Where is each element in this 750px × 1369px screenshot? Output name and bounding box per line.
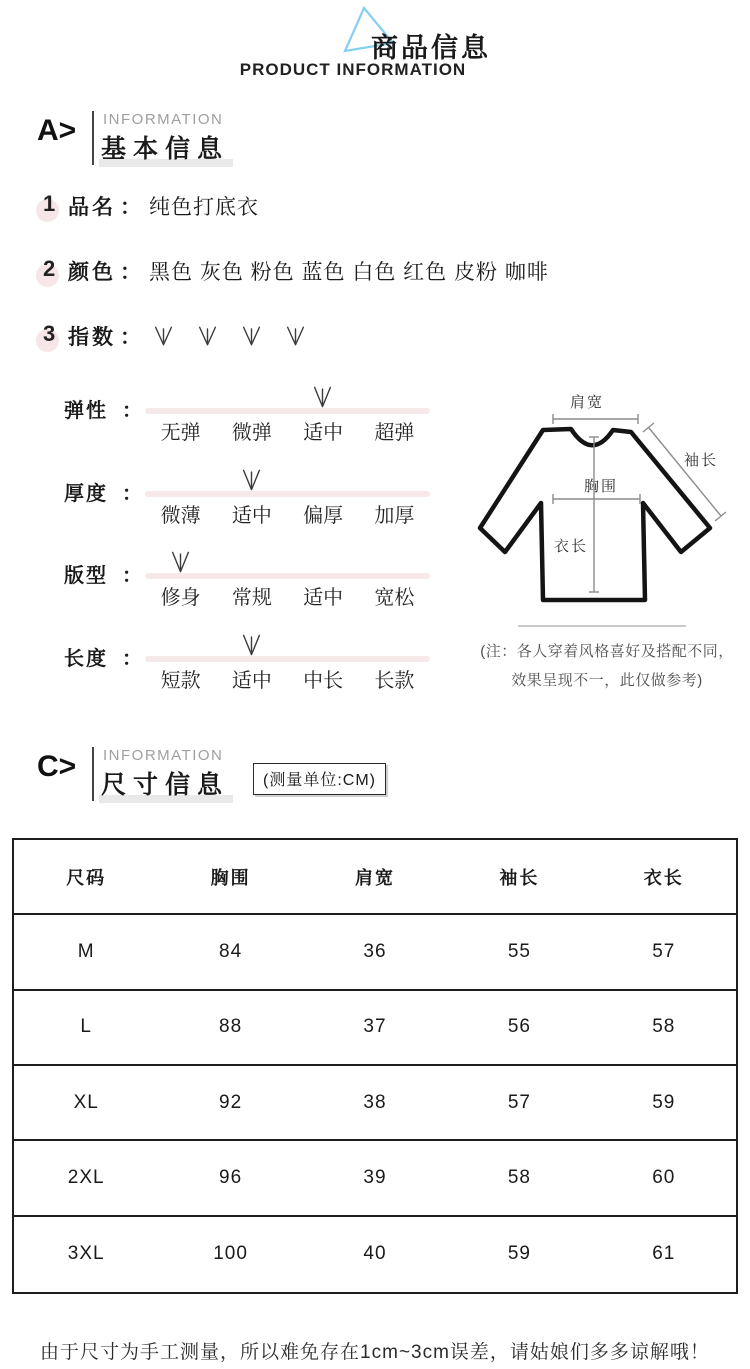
- diagram-label-bust: 胸围: [584, 478, 619, 495]
- meter-option: 常规: [231, 587, 272, 609]
- section-c-marker: C>: [37, 750, 77, 783]
- size-table-cell: 58: [592, 991, 736, 1066]
- field-number: 1: [43, 191, 56, 216]
- field-colon: ：: [120, 326, 141, 349]
- meter-option: 短款: [160, 670, 201, 692]
- field-row-product-name: [36, 191, 259, 221]
- selected-marker-arrow-icon: [312, 382, 333, 412]
- size-table-cell: 100: [213, 1243, 248, 1265]
- section-c-divider: [92, 747, 94, 801]
- size-table-header: 衣长: [592, 840, 736, 915]
- meter-row-length: [0, 642, 470, 706]
- field-row-index: [36, 321, 306, 351]
- size-table-cell: 56: [447, 991, 591, 1066]
- size-table-cell: 57: [592, 915, 736, 990]
- size-table-header: 袖长: [447, 840, 591, 915]
- size-table-cell: 96: [158, 1141, 302, 1216]
- size-table-cell: 92: [158, 1066, 302, 1141]
- meter-option: 长款: [374, 670, 415, 692]
- field-number-badge: [36, 256, 64, 286]
- size-table-cell: L: [14, 991, 158, 1066]
- page-title: 商品信息: [371, 33, 491, 63]
- meter-option: 微弹: [231, 422, 272, 444]
- field-label: 颜色: [68, 261, 116, 284]
- selected-marker-arrow-icon: [170, 547, 191, 577]
- section-a-eyebrow: INFORMATION: [103, 111, 224, 128]
- size-table-header: 胸围: [158, 840, 302, 915]
- size-table-cell: 38: [303, 1066, 447, 1141]
- size-table-cell: 61: [652, 1243, 676, 1265]
- diagram-note: (注：各人穿着风格喜好及搭配不同，效果呈现不一，此仅做参考): [480, 643, 734, 690]
- field-label: 指数: [68, 326, 116, 349]
- field-colon: ：: [120, 196, 141, 219]
- selected-marker-arrow-icon: [241, 630, 262, 660]
- field-value: 黑色 灰色 粉色 蓝色 白色 红色 皮粉 咖啡: [149, 261, 549, 284]
- footer-note: 由于尺寸为手工测量，所以难免存在1cm~3cm误差，请姑娘们多多谅解哦！: [40, 1342, 710, 1363]
- meter-row-thickness: [0, 477, 470, 541]
- size-table-cell: XL: [14, 1066, 158, 1141]
- meter-track: [145, 656, 430, 662]
- field-value: 纯色打底衣: [149, 196, 259, 219]
- meter-label: 长度: [64, 648, 108, 670]
- size-table-header: 尺码: [14, 840, 158, 915]
- meter-colon: ：: [122, 565, 142, 587]
- section-a-marker: A>: [37, 114, 77, 147]
- size-table-cell: 60: [592, 1141, 736, 1216]
- shoulder-measure-line: [553, 414, 638, 424]
- meter-option: 适中: [231, 670, 272, 692]
- meter-label: 厚度: [64, 483, 108, 505]
- meter-options: [145, 499, 430, 528]
- section-c-eyebrow: INFORMATION: [103, 747, 224, 764]
- size-table-cell: 39: [303, 1141, 447, 1216]
- size-table: [12, 838, 738, 1294]
- size-table-cell: 58: [447, 1141, 591, 1216]
- meter-options: [145, 581, 430, 610]
- diagram-label-length: 衣长: [554, 538, 589, 555]
- down-arrow-icon: [285, 322, 306, 350]
- meter-option: 无弹: [160, 422, 201, 444]
- down-arrow-icon: [241, 322, 262, 350]
- meter-option: 加厚: [374, 505, 415, 527]
- size-table-cell: 88: [158, 991, 302, 1066]
- meter-option: 修身: [160, 587, 201, 609]
- meter-row-fit: [0, 559, 470, 623]
- selected-marker-arrow-icon: [241, 465, 262, 495]
- meter-options: [145, 416, 430, 445]
- meter-option: 微薄: [160, 505, 201, 527]
- measure-unit-box: (测量单位:CM): [253, 763, 386, 795]
- index-arrow-strip: [153, 322, 306, 350]
- meter-option: 适中: [303, 422, 344, 444]
- meter-option: 中长: [303, 670, 344, 692]
- size-table-cell: 36: [303, 915, 447, 990]
- meter-option: 适中: [303, 587, 344, 609]
- size-table-cell: 37: [303, 991, 447, 1066]
- meter-label: 弹性: [64, 400, 108, 422]
- field-number: 2: [43, 256, 56, 281]
- meter-option: 超弹: [374, 422, 415, 444]
- meter-colon: ：: [122, 400, 142, 422]
- section-a-title: 基本信息: [99, 129, 233, 167]
- meter-options: [145, 664, 430, 693]
- size-table-cell: 2XL: [14, 1141, 158, 1216]
- garment-measurement-diagram: [468, 383, 750, 633]
- down-arrow-icon: [197, 322, 218, 350]
- meter-track: [145, 408, 430, 414]
- diagram-label-shoulder: 肩宽: [570, 394, 605, 411]
- size-table-cell: 55: [447, 915, 591, 990]
- down-arrow-icon: [153, 322, 174, 350]
- diagram-label-sleeve: 袖长: [684, 452, 719, 469]
- meter-row-elasticity: [0, 394, 470, 458]
- size-table-cell: 84: [158, 915, 302, 990]
- field-number-badge: [36, 321, 64, 351]
- size-table-cell: 40: [363, 1243, 387, 1265]
- page-subtitle: PRODUCT INFORMATION: [239, 60, 467, 79]
- meter-option: 宽松: [374, 587, 415, 609]
- size-table-cell: 3XL: [67, 1243, 105, 1265]
- size-table-cell: 59: [507, 1243, 531, 1265]
- meter-track: [145, 491, 430, 497]
- meter-colon: ：: [122, 648, 142, 670]
- field-label: 品名: [68, 196, 116, 219]
- field-number: 3: [43, 321, 56, 346]
- meter-colon: ：: [122, 483, 142, 505]
- shirt-outline: [480, 429, 710, 600]
- field-row-colors: [36, 256, 549, 286]
- section-c-title: 尺寸信息: [99, 765, 233, 803]
- section-a-divider: [92, 111, 94, 165]
- meter-option: 适中: [231, 505, 272, 527]
- size-table-header: 肩宽: [303, 840, 447, 915]
- meter-option: 偏厚: [303, 505, 344, 527]
- size-table-cell: 59: [592, 1066, 736, 1141]
- size-table-cell: M: [14, 915, 158, 990]
- meter-label: 版型: [64, 565, 108, 587]
- field-number-badge: [36, 191, 64, 221]
- field-colon: ：: [120, 261, 141, 284]
- size-table-cell: 57: [447, 1066, 591, 1141]
